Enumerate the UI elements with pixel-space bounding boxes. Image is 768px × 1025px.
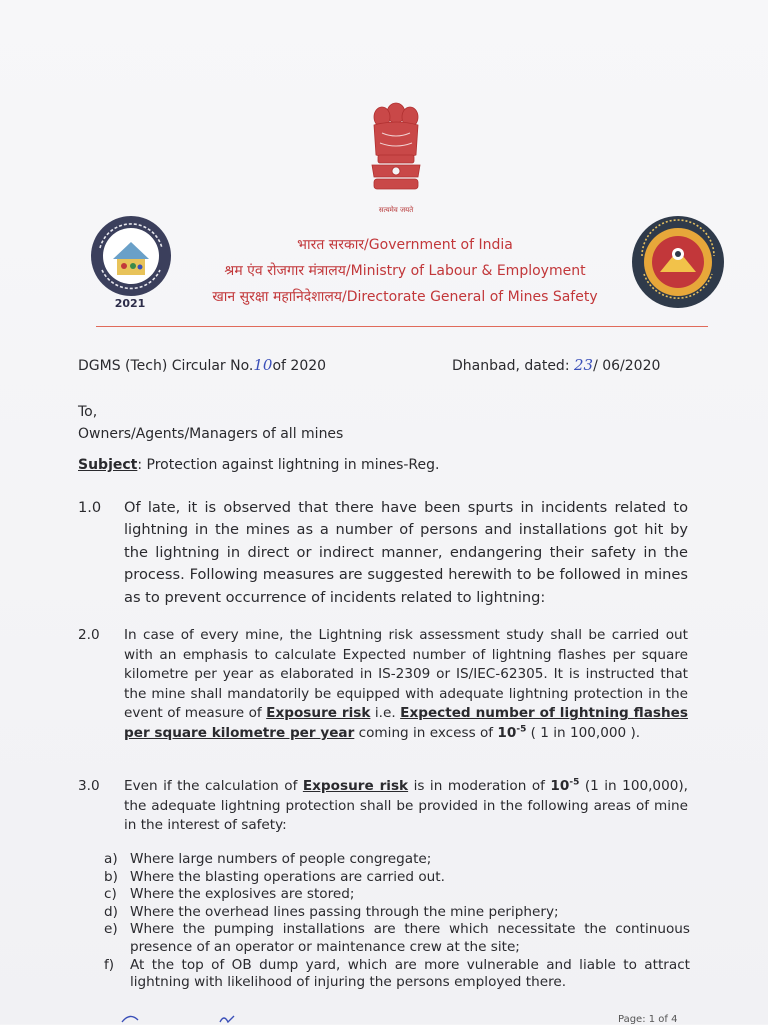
- text-segment: Even if the calculation of: [124, 778, 303, 794]
- text-segment: ( 1 in 100,000 ).: [526, 724, 641, 741]
- threshold-value: [550, 778, 579, 794]
- census-year: 2021: [114, 297, 146, 310]
- text-segment: (1 in 100,000), the adequate lightning protection shall be provided in the following areas of mine in the interest of safety:: [124, 778, 689, 834]
- term-exposure-risk: Exposure risk: [266, 705, 371, 722]
- list-item: [104, 921, 690, 956]
- paragraph-body: Of late, it is observed that there have been spurts in incidents related to lightning in the mines as a number of persons and installations got hit by the lightning in direct or indirect manner, endangering their safety in the process. Following measures are suggested herewith to be followed in mines as to prevent occurrence of incidents related to lightning:: [124, 499, 688, 606]
- date-prefix: Dhanbad, dated:: [452, 358, 574, 374]
- list-text: Where large numbers of people congregate;: [130, 851, 432, 867]
- paragraph-body: [124, 777, 688, 836]
- list-text: At the top of OB dump yard, which are more vulnerable and liable to attract lightning with likelihood of injuring the persons employed there.: [130, 956, 690, 991]
- threshold-exponent: -5: [569, 777, 580, 788]
- list-marker: b): [104, 868, 118, 885]
- date-day-handwritten: 23: [573, 356, 594, 374]
- recipients: Owners/Agents/Managers of all mines: [78, 426, 344, 442]
- list-marker: f): [104, 956, 115, 973]
- list-marker: d): [104, 903, 118, 920]
- threshold-value: [497, 725, 526, 741]
- paragraph-number: 1.0: [78, 499, 102, 516]
- list-marker: c): [104, 886, 117, 903]
- text-segment: is in moderation of: [408, 778, 551, 794]
- letterhead-ministry: श्रम एंव रोजगार मंत्रालय/Ministry of Labour & Employment: [224, 263, 586, 279]
- list-item: [104, 886, 690, 904]
- threshold-exponent: -5: [516, 724, 527, 735]
- list-item: [104, 904, 690, 922]
- subject-label: Subject: [78, 457, 138, 473]
- threshold-base: 10: [497, 724, 517, 741]
- letterhead: [150, 232, 660, 310]
- date-suffix: / 06/2020: [593, 358, 661, 374]
- ashoka-emblem-icon: [358, 95, 434, 220]
- signature-scribble: [120, 1010, 260, 1024]
- list-text: Where the blasting operations are carried out.: [130, 868, 445, 885]
- letterhead-government: भारत सरकार/Government of India: [297, 237, 513, 253]
- list-marker: e): [104, 921, 118, 938]
- circular-prefix: DGMS (Tech) Circular No.: [78, 358, 254, 374]
- subject-text: : Protection against lightning in mines-Reg.: [137, 457, 440, 473]
- emblem-motto: सत्यमेव जयते: [378, 206, 414, 214]
- list-text: Where the explosives are stored;: [130, 886, 355, 903]
- circular-date: [452, 356, 660, 374]
- threshold-base: 10: [550, 778, 570, 794]
- list-item: [104, 851, 690, 869]
- list-text: Where the pumping installations are there which necessitate the continuous presence of an operator or maintenance crew at the site;: [130, 921, 690, 955]
- term-expected-flashes: Expected number of lightning flashes per square kilometre per year: [124, 705, 688, 741]
- paragraph-number: 2.0: [78, 627, 100, 643]
- to-label: To,: [78, 404, 98, 420]
- areas-list: [104, 851, 690, 992]
- term-exposure-risk: Exposure risk: [302, 778, 409, 794]
- paragraph-number: 3.0: [78, 778, 100, 794]
- text-segment: coming in excess of: [354, 724, 498, 741]
- subject-line: [78, 457, 439, 473]
- header-divider: [96, 326, 708, 327]
- paragraph-body: [124, 626, 688, 744]
- circular-number-handwritten: 10: [253, 356, 273, 374]
- page-number: Page: 1 of 4: [618, 1014, 678, 1025]
- text-segment: In case of every mine, the Lightning risk assessment study shall be carried out with an emphasis to calculate Expected number of lightning flashes per square kilometre per year as elaborated in IS-2309 or IS/IEC-62305. It is instructed that the mine shall mandatorily be equipped with adequate lightning protection in the event of measure of: [124, 627, 688, 722]
- letterhead-directorate: खान सुरक्षा महानिदेशालय/Directorate General of Mines Safety: [212, 289, 598, 305]
- circular-number: [78, 356, 326, 374]
- list-text: Where the overhead lines passing through the mine periphery;: [130, 903, 559, 920]
- text-segment: i.e.: [370, 705, 401, 722]
- circular-suffix: of 2020: [272, 358, 327, 374]
- list-item: [104, 869, 690, 887]
- list-item: [104, 957, 690, 992]
- addressee: [78, 401, 343, 445]
- list-marker: a): [104, 851, 118, 867]
